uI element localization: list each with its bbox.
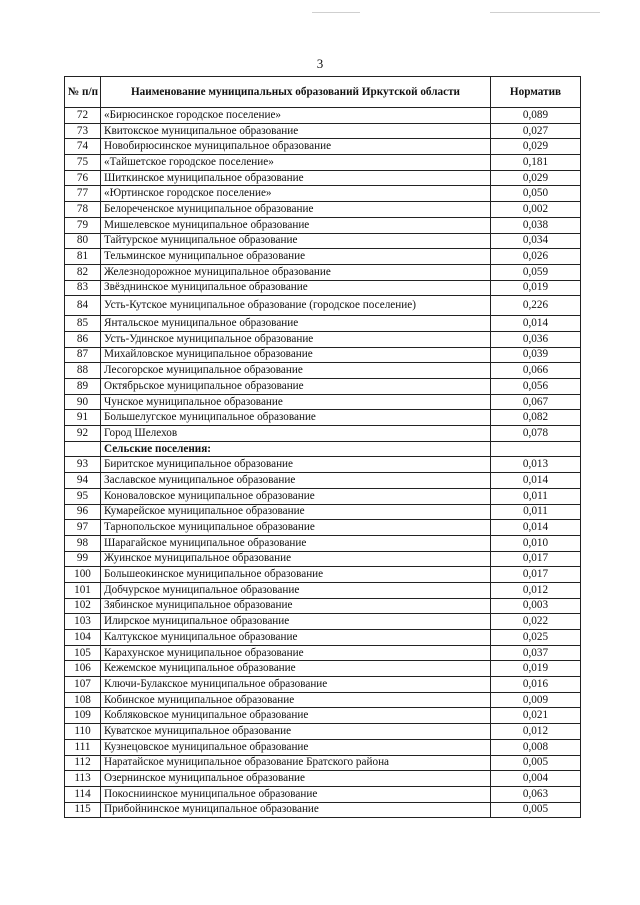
municipality-name-cell: Город Шелехов bbox=[101, 426, 491, 442]
column-header-name: Наименование муниципальных образований Иркутской области bbox=[101, 77, 491, 108]
municipality-name-cell: Илирское муниципальное образование bbox=[101, 614, 491, 630]
table-row bbox=[65, 296, 581, 316]
row-number-cell: 78 bbox=[65, 202, 101, 218]
row-number-cell: 101 bbox=[65, 582, 101, 598]
normative-value-cell: 0,036 bbox=[491, 331, 581, 347]
row-number-cell: 72 bbox=[65, 108, 101, 124]
row-number-cell: 102 bbox=[65, 598, 101, 614]
municipality-name-cell: Тайтурское муниципальное образование bbox=[101, 233, 491, 249]
table-row bbox=[65, 598, 581, 614]
row-number-cell: 75 bbox=[65, 155, 101, 171]
table-row bbox=[65, 614, 581, 630]
table-body bbox=[65, 108, 581, 818]
table-row bbox=[65, 139, 581, 155]
table-row bbox=[65, 771, 581, 787]
normative-value-cell: 0,026 bbox=[491, 249, 581, 265]
normative-value-cell: 0,050 bbox=[491, 186, 581, 202]
normative-value-cell: 0,005 bbox=[491, 802, 581, 818]
row-number-cell: 110 bbox=[65, 724, 101, 740]
normative-value-cell: 0,008 bbox=[491, 739, 581, 755]
normative-value-cell: 0,029 bbox=[491, 170, 581, 186]
row-number-cell: 109 bbox=[65, 708, 101, 724]
table-row bbox=[65, 755, 581, 771]
normative-value-cell: 0,003 bbox=[491, 598, 581, 614]
normative-value-cell: 0,009 bbox=[491, 692, 581, 708]
municipality-name-cell: Наратайское муниципальное образование Братского района bbox=[101, 755, 491, 771]
table-row bbox=[65, 217, 581, 233]
section-header-row bbox=[65, 441, 581, 457]
row-number-cell: 91 bbox=[65, 410, 101, 426]
table-row bbox=[65, 645, 581, 661]
normative-value-cell: 0,019 bbox=[491, 280, 581, 296]
page-number: 3 bbox=[316, 56, 324, 71]
municipality-name-cell: Озернинское муниципальное образование bbox=[101, 771, 491, 787]
row-number-cell: 112 bbox=[65, 755, 101, 771]
municipality-name-cell: Добчурское муниципальное образование bbox=[101, 582, 491, 598]
table-row bbox=[65, 630, 581, 646]
row-number-cell: 107 bbox=[65, 677, 101, 693]
table-row bbox=[65, 264, 581, 280]
table-row bbox=[65, 488, 581, 504]
table-row bbox=[65, 567, 581, 583]
normative-value-cell: 0,078 bbox=[491, 426, 581, 442]
row-number-cell: 81 bbox=[65, 249, 101, 265]
normative-value-cell: 0,034 bbox=[491, 233, 581, 249]
table-row bbox=[65, 249, 581, 265]
table-row bbox=[65, 739, 581, 755]
normative-value-cell: 0,059 bbox=[491, 264, 581, 280]
table-row bbox=[65, 708, 581, 724]
normative-value-cell: 0,025 bbox=[491, 630, 581, 646]
row-number-cell: 104 bbox=[65, 630, 101, 646]
normative-value-cell bbox=[491, 441, 581, 457]
row-number-cell: 115 bbox=[65, 802, 101, 818]
municipality-name-cell: Калтукское муниципальное образование bbox=[101, 630, 491, 646]
table-row bbox=[65, 394, 581, 410]
normative-value-cell: 0,089 bbox=[491, 108, 581, 124]
normative-value-cell: 0,027 bbox=[491, 123, 581, 139]
row-number-cell: 98 bbox=[65, 535, 101, 551]
table-row bbox=[65, 582, 581, 598]
row-number-cell: 114 bbox=[65, 786, 101, 802]
row-number-cell: 76 bbox=[65, 170, 101, 186]
table-row bbox=[65, 379, 581, 395]
row-number-cell: 96 bbox=[65, 504, 101, 520]
normative-value-cell: 0,017 bbox=[491, 567, 581, 583]
row-number-cell: 93 bbox=[65, 457, 101, 473]
normative-value-cell: 0,014 bbox=[491, 316, 581, 332]
table-row bbox=[65, 724, 581, 740]
scan-artifact-line bbox=[312, 12, 360, 13]
row-number-cell: 88 bbox=[65, 363, 101, 379]
row-number-cell: 73 bbox=[65, 123, 101, 139]
municipality-name-cell: Тельминское муниципальное образование bbox=[101, 249, 491, 265]
municipality-name-cell: Железнодорожное муниципальное образование bbox=[101, 264, 491, 280]
municipality-name-cell: Заславское муниципальное образование bbox=[101, 473, 491, 489]
normative-value-cell: 0,012 bbox=[491, 724, 581, 740]
row-number-cell: 77 bbox=[65, 186, 101, 202]
municipality-name-cell: Биритское муниципальное образование bbox=[101, 457, 491, 473]
municipality-name-cell: Чунское муниципальное образование bbox=[101, 394, 491, 410]
municipality-name-cell: «Юртинское городское поселение» bbox=[101, 186, 491, 202]
row-number-cell: 84 bbox=[65, 296, 101, 316]
row-number-cell: 82 bbox=[65, 264, 101, 280]
municipality-name-cell: Кобинское муниципальное образование bbox=[101, 692, 491, 708]
normative-value-cell: 0,010 bbox=[491, 535, 581, 551]
table-row bbox=[65, 504, 581, 520]
municipality-name-cell: Ключи-Булакское муниципальное образование bbox=[101, 677, 491, 693]
table-row bbox=[65, 551, 581, 567]
normative-value-cell: 0,011 bbox=[491, 488, 581, 504]
normative-value-cell: 0,005 bbox=[491, 755, 581, 771]
municipality-name-cell: «Бирюсинское городское поселение» bbox=[101, 108, 491, 124]
normative-value-cell: 0,067 bbox=[491, 394, 581, 410]
municipality-name-cell: Сельские поселения: bbox=[101, 441, 491, 457]
normative-value-cell: 0,013 bbox=[491, 457, 581, 473]
table-row bbox=[65, 473, 581, 489]
municipality-name-cell: Янтальское муниципальное образование bbox=[101, 316, 491, 332]
row-number-cell: 99 bbox=[65, 551, 101, 567]
normative-value-cell: 0,056 bbox=[491, 379, 581, 395]
row-number-cell: 111 bbox=[65, 739, 101, 755]
row-number-cell: 113 bbox=[65, 771, 101, 787]
row-number-cell: 86 bbox=[65, 331, 101, 347]
row-number-cell: 95 bbox=[65, 488, 101, 504]
row-number-cell: 105 bbox=[65, 645, 101, 661]
municipality-name-cell: Кузнецовское муниципальное образование bbox=[101, 739, 491, 755]
table-row bbox=[65, 347, 581, 363]
municipality-name-cell: Коноваловское муниципальное образование bbox=[101, 488, 491, 504]
column-header-normative: Норматив bbox=[491, 77, 581, 108]
table-row bbox=[65, 410, 581, 426]
row-number-cell bbox=[65, 441, 101, 457]
table-row bbox=[65, 170, 581, 186]
row-number-cell: 97 bbox=[65, 520, 101, 536]
municipality-name-cell: Большеокинское муниципальное образование bbox=[101, 567, 491, 583]
municipality-name-cell: Усть-Удинское муниципальное образование bbox=[101, 331, 491, 347]
normative-value-cell: 0,181 bbox=[491, 155, 581, 171]
table-row bbox=[65, 155, 581, 171]
normative-value-cell: 0,017 bbox=[491, 551, 581, 567]
normative-value-cell: 0,038 bbox=[491, 217, 581, 233]
normative-table bbox=[64, 76, 581, 818]
table-row bbox=[65, 426, 581, 442]
table-row bbox=[65, 661, 581, 677]
normative-value-cell: 0,016 bbox=[491, 677, 581, 693]
normative-value-cell: 0,012 bbox=[491, 582, 581, 598]
municipality-name-cell: Зябинское муниципальное образование bbox=[101, 598, 491, 614]
table-row bbox=[65, 123, 581, 139]
municipality-name-cell: «Тайшетское городское поселение» bbox=[101, 155, 491, 171]
row-number-cell: 108 bbox=[65, 692, 101, 708]
table-row bbox=[65, 677, 581, 693]
table-row bbox=[65, 802, 581, 818]
municipality-name-cell: Карахунское муниципальное образование bbox=[101, 645, 491, 661]
municipality-name-cell: Михайловское муниципальное образование bbox=[101, 347, 491, 363]
row-number-cell: 89 bbox=[65, 379, 101, 395]
row-number-cell: 94 bbox=[65, 473, 101, 489]
municipality-name-cell: Новобирюсинское муниципальное образование bbox=[101, 139, 491, 155]
row-number-cell: 92 bbox=[65, 426, 101, 442]
row-number-cell: 74 bbox=[65, 139, 101, 155]
municipality-name-cell: Звёзднинское муниципальное образование bbox=[101, 280, 491, 296]
table-row bbox=[65, 233, 581, 249]
municipality-name-cell: Мишелевское муниципальное образование bbox=[101, 217, 491, 233]
scan-artifact-line bbox=[490, 12, 600, 13]
municipality-name-cell: Жуинское муниципальное образование bbox=[101, 551, 491, 567]
normative-value-cell: 0,226 bbox=[491, 296, 581, 316]
municipality-name-cell: Шиткинское муниципальное образование bbox=[101, 170, 491, 186]
normative-value-cell: 0,066 bbox=[491, 363, 581, 379]
normative-value-cell: 0,063 bbox=[491, 786, 581, 802]
municipality-name-cell: Тарнопольское муниципальное образование bbox=[101, 520, 491, 536]
table-row bbox=[65, 363, 581, 379]
normative-value-cell: 0,011 bbox=[491, 504, 581, 520]
column-header-number: № п/п bbox=[65, 77, 101, 108]
row-number-cell: 87 bbox=[65, 347, 101, 363]
row-number-cell: 83 bbox=[65, 280, 101, 296]
normative-value-cell: 0,019 bbox=[491, 661, 581, 677]
municipality-name-cell: Прибойнинское муниципальное образование bbox=[101, 802, 491, 818]
normative-value-cell: 0,082 bbox=[491, 410, 581, 426]
table-row bbox=[65, 280, 581, 296]
normative-value-cell: 0,029 bbox=[491, 139, 581, 155]
table-row bbox=[65, 331, 581, 347]
municipality-name-cell: Большелугское муниципальное образование bbox=[101, 410, 491, 426]
table-header-row bbox=[65, 77, 581, 108]
municipality-name-cell: Усть-Кутское муниципальное образование (городское поселение) bbox=[101, 296, 491, 316]
table-row bbox=[65, 108, 581, 124]
table-row bbox=[65, 186, 581, 202]
municipality-name-cell: Кежемское муниципальное образование bbox=[101, 661, 491, 677]
municipality-name-cell: Покосниинское муниципальное образование bbox=[101, 786, 491, 802]
normative-value-cell: 0,037 bbox=[491, 645, 581, 661]
table-row bbox=[65, 202, 581, 218]
row-number-cell: 100 bbox=[65, 567, 101, 583]
normative-value-cell: 0,021 bbox=[491, 708, 581, 724]
municipality-name-cell: Кумарейское муниципальное образование bbox=[101, 504, 491, 520]
municipality-name-cell: Октябрьское муниципальное образование bbox=[101, 379, 491, 395]
normative-value-cell: 0,002 bbox=[491, 202, 581, 218]
municipality-name-cell: Шарагайское муниципальное образование bbox=[101, 535, 491, 551]
municipality-name-cell: Кобляковское муниципальное образование bbox=[101, 708, 491, 724]
normative-value-cell: 0,004 bbox=[491, 771, 581, 787]
table-row bbox=[65, 692, 581, 708]
table-row bbox=[65, 786, 581, 802]
normative-value-cell: 0,014 bbox=[491, 473, 581, 489]
row-number-cell: 103 bbox=[65, 614, 101, 630]
row-number-cell: 80 bbox=[65, 233, 101, 249]
row-number-cell: 106 bbox=[65, 661, 101, 677]
normative-value-cell: 0,022 bbox=[491, 614, 581, 630]
municipality-name-cell: Лесогорское муниципальное образование bbox=[101, 363, 491, 379]
row-number-cell: 85 bbox=[65, 316, 101, 332]
row-number-cell: 90 bbox=[65, 394, 101, 410]
table-row bbox=[65, 535, 581, 551]
row-number-cell: 79 bbox=[65, 217, 101, 233]
municipality-name-cell: Куватское муниципальное образование bbox=[101, 724, 491, 740]
table-row bbox=[65, 316, 581, 332]
table-row bbox=[65, 520, 581, 536]
normative-value-cell: 0,014 bbox=[491, 520, 581, 536]
table-row bbox=[65, 457, 581, 473]
municipality-name-cell: Белореченское муниципальное образование bbox=[101, 202, 491, 218]
municipality-name-cell: Квитокское муниципальное образование bbox=[101, 123, 491, 139]
normative-value-cell: 0,039 bbox=[491, 347, 581, 363]
